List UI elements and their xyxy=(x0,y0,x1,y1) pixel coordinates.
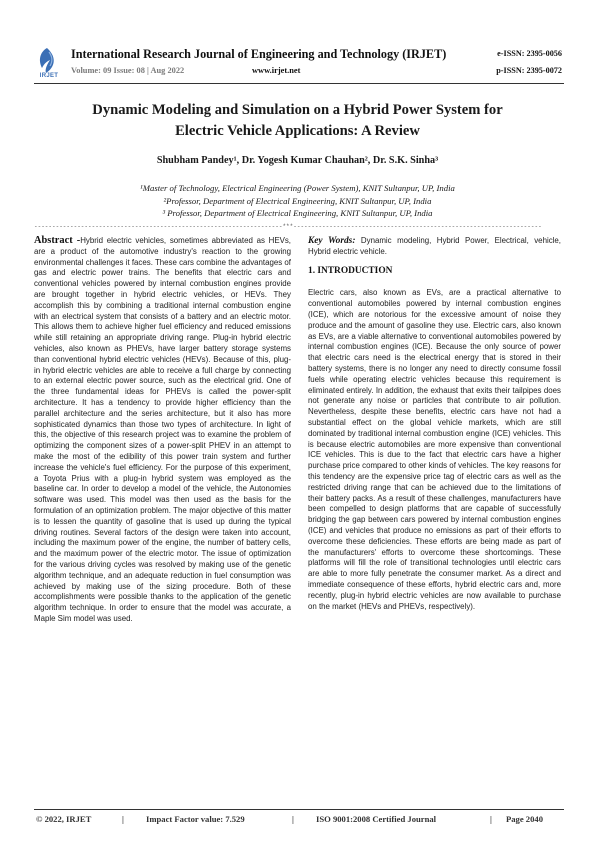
footer-divider: | xyxy=(122,814,124,824)
abstract-heading: Abstract - xyxy=(34,235,81,246)
paper-title xyxy=(40,100,555,142)
abstract-column xyxy=(34,236,291,625)
journal-header xyxy=(34,44,564,84)
keywords-text: Dynamic modeling, Hybrid Power, Electrical, vehicle, Hybrid electric vehicle. xyxy=(308,236,561,256)
footer-divider: | xyxy=(490,814,492,824)
introduction-text: Electric cars, also known as EVs, are a practical alternative to conventional automobiles powered by internal combustion engines (ICE), which are notorious for the excessive amount of noise they produce and the amount of gasoline they use. Electric cars, also known as EVs, are a viable alternative to conventional automobiles powered by internal combustion engines (ICE). Because the only source of power that electric cars need is the electrical energy that is stored in their battery systems, there is no longer any need to directly consume fossil fuels while operating electric vehicles because this requirement is eliminated entirely. In addition, the exhaust that exits their tailpipes does not generate any noise or particles that contribute to air pollution. Nevertheless, despite these benefits, electric cars have not had a substantial effect on the global vehicle markets, which are still dominated by traditional internal combustion engine (ICE) vehicles. This is because electric automobiles are more expensive than conventional ICE vehicles. This is due to the fact that electric cars have a higher purchase price compared to other kinds of vehicles. The key reasons for this tendency are the expensive price tag of electric cars as well as the restricted driving range that can be achieved due to the limitations of their battery packs. As a result of these challenges, manufacturers have been compelled to design platforms that are capable of successfully bridging the gap between cars powered by internal combustion engines (ICE) and vehicles that produce no emissions as part of their efforts to overcome these deficiencies. These efforts are being made as part of the manufacturers' efforts to overcome these shortcomings. These platforms will fill the role of transitional technologies until electric cars are able to more fully penetrate the consumer market. As a direct and immediate consequence of these efforts, hybrid electric cars and, more recently, plug-in hybrid electric vehicles are now available to purchase on the market (HEVs and PHEVs, respectively). xyxy=(308,288,561,611)
right-column xyxy=(308,236,561,612)
keywords-heading: Key Words: xyxy=(308,236,356,246)
keywords xyxy=(308,236,561,258)
abstract-text: Hybrid electric vehicles, sometimes abbreviated as HEVs, are a product of the automotive industry's reaction to the growing environmental challenges it faces. These cars combine the advantages of gas and electric power trains. The benefits that electric cars and conventional vehicles powered by internal combustion engines provide are brought together in hybrid electric vehicles, or HEVs. They accomplish this by combining a traditional internal combustion engine with an electrical system that consists of a battery and an electric motor. This allows them to achieve higher fuel efficiency and reduced emissions while still retaining an appropriate driving range. Plug-in hybrid electric vehicles, also known as PHEVs, have larger battery storage systems than conventional hybrid electric vehicles (HEVs). Because of this, plug-in hybrid electric vehicles are able to receive a full charge by connecting to an external electric power source, such as the electrical grid. One of the three fundamental ideas for PHEVs is called the power-split architecture. It has a tendency to provide higher efficiency than the parallel architecture and the series architecture, but it also has more sophisticated dynamics than those two types of architecture. In light of this, the objective of this research project was to examine the problem of optimizing the component sizes of a power-split PHEV in an attempt to make the most of the edibility of this power train system and further increase the vehicle's fuel efficiency. For the purpose of this experiment, a Toyota Prius with a plug-in hybrid system was employed as the baseline car. In order to develop a model of the vehicle, the Autonomies software was used. This model was then used as the basis for the formulation of an optimization problem. The major objective of this matter is to lessen the quantity of gasoline that is used up during the typical driving routines. Several factors of the design were taken into account, including the maximum power of the engine, the number of battery cells, and the maximum power of the electric motor. The issue of optimization for the various driving cycles was resolved by making use of the genetic algorithm technique, and an adequate reduction in fuel consumption was achieved by making use of the sizing procedure. Both of these accomplishments were possible thanks to the application of the genetic algorithm technique. In order to ensure that the model was accurate, a Maple Sim model was used. xyxy=(34,236,291,623)
eissn: e-ISSN: 2395-0056 xyxy=(497,49,562,58)
logo-text: IRJET xyxy=(39,73,59,79)
title-line: Electric Vehicle Applications: A Review xyxy=(175,123,420,139)
authors: Shubham Pandey¹, Dr. Yogesh Kumar Chauhan², Dr. S.K. Sinha³ xyxy=(156,155,439,166)
journal-title: International Research Journal of Engineering and Technology (IRJET) xyxy=(71,47,447,61)
header-rule xyxy=(34,83,564,84)
volume-info: Volume: 09 Issue: 08 | Aug 2022 xyxy=(71,66,185,75)
footer-page-number: Page 2040 xyxy=(506,814,543,824)
footer-copyright: © 2022, IRJET xyxy=(36,814,92,824)
affiliation: ¹Master of Technology, Electrical Engineering (Power System), KNIT Sultanpur, UP, India xyxy=(140,183,455,193)
section-separator: ---------------------------------------------------------------------***--------------------------------------------------------------------- xyxy=(34,223,542,230)
footer-rule xyxy=(34,809,564,810)
title-line: Dynamic Modeling and Simulation on a Hybrid Power System for xyxy=(92,102,503,118)
footer-iso: ISO 9001:2008 Certified Journal xyxy=(316,814,437,824)
affiliations xyxy=(40,182,555,220)
journal-url[interactable]: www.irjet.net xyxy=(252,66,301,75)
footer-divider: | xyxy=(292,814,294,824)
affiliation: ³ Professor, Department of Electrical Engineering, KNIT Sultanpur, UP, India xyxy=(162,208,433,219)
footer-impact-factor: Impact Factor value: 7.529 xyxy=(146,814,245,824)
pissn: p-ISSN: 2395-0072 xyxy=(496,66,562,75)
introduction-heading: 1. INTRODUCTION xyxy=(308,265,393,276)
affiliation: ²Professor, Department of Electrical Engineering, KNIT Sultanpur, UP, India xyxy=(163,195,432,206)
irjet-logo-icon xyxy=(34,46,60,74)
